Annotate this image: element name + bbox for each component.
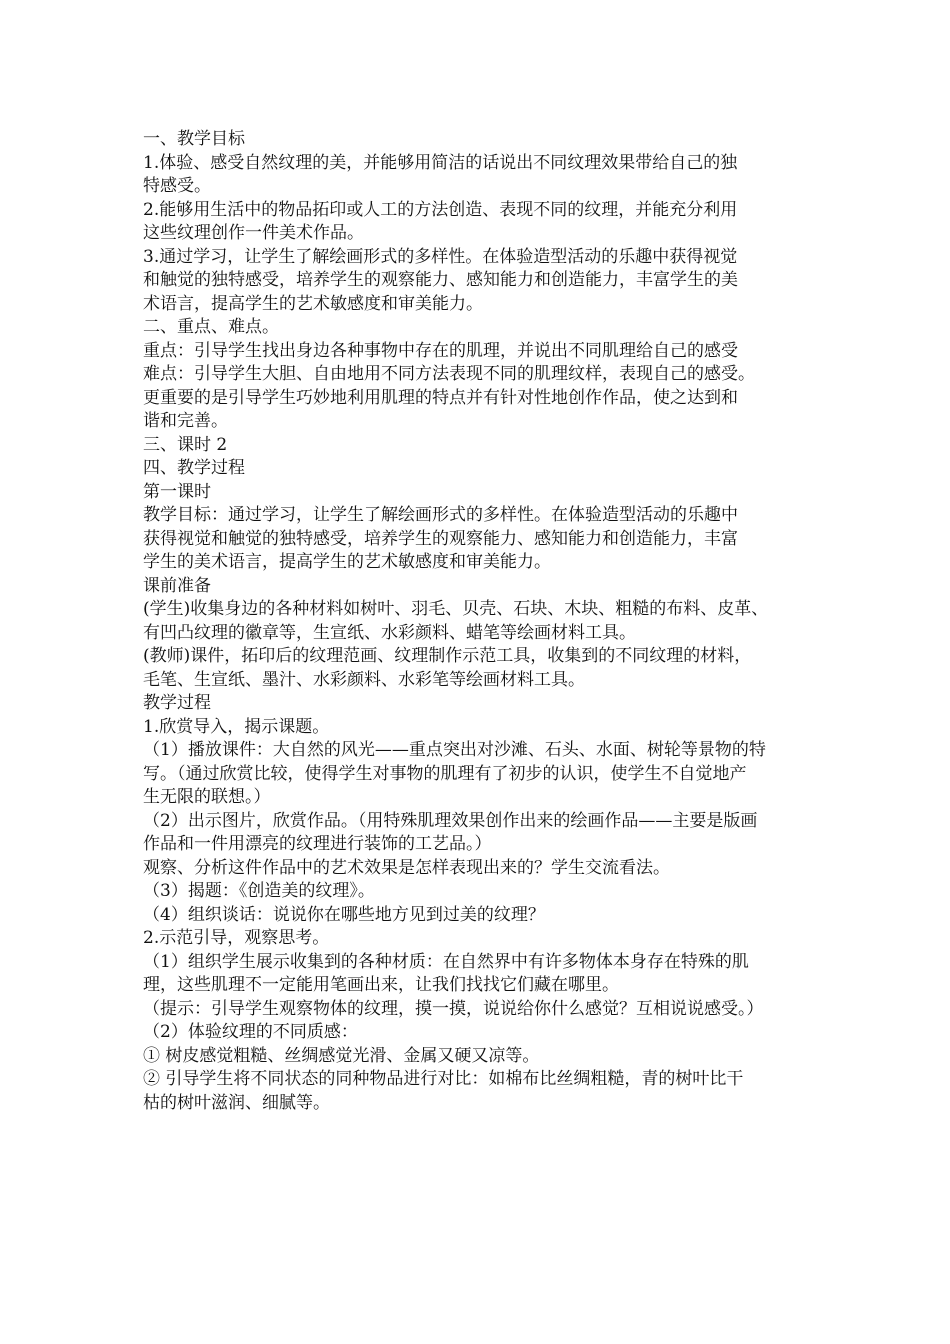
text-line: 第一课时: [143, 481, 211, 502]
document-body: [143, 128, 811, 1115]
text-line: ② 引导学生将不同状态的同种物品进行对比：如棉布比丝绸粗糙，青的树叶比干: [143, 1069, 744, 1089]
text-line: （3）揭题：《创造美的纹理》。: [143, 881, 375, 901]
text-line: 这些纹理创作一件美术作品。: [143, 223, 364, 243]
text-line: 1.体验、感受自然纹理的美，并能够用简洁的话说出不同纹理效果带给自己的独: [143, 152, 738, 173]
text-line: 作品和一件用漂亮的纹理进行装饰的工艺品。）: [143, 834, 492, 854]
text-line: 二、重点、难点。: [143, 317, 279, 337]
text-line: 特感受。: [143, 176, 211, 196]
text-line: 三、课时 2: [143, 434, 228, 455]
text-line: 1.欣赏导入，揭示课题。: [143, 716, 330, 737]
text-line: 谐和完善。: [143, 411, 228, 431]
text-line: 和触觉的独特感受，培养学生的观察能力、感知能力和创造能力，丰富学生的美: [143, 270, 738, 290]
text-line: 有凹凸纹理的徽章等，生宣纸、水彩颜料、蜡笔等绘画材料工具。: [143, 622, 636, 643]
text-line: 一、教学目标: [143, 129, 245, 149]
text-line: 毛笔、生宣纸、墨汁、水彩颜料、水彩笔等绘画材料工具。: [143, 669, 585, 690]
text-line: （2）出示图片，欣赏作品。（用特殊肌理效果创作出来的绘画作品——主要是版画: [143, 810, 758, 831]
text-line: （2）体验纹理的不同质感：: [143, 1022, 358, 1042]
text-line: 生无限的联想。）: [143, 787, 271, 807]
text-line: 学生的美术语言，提高学生的艺术敏感度和审美能力。: [143, 552, 551, 572]
text-line: (学生)收集身边的各种材料如树叶、羽毛、贝壳、石块、木块、粗糙的布料、皮革、: [143, 599, 769, 619]
text-line: 难点：引导学生大胆、自由地用不同方法表现不同的肌理纹样，表现自己的感受。: [143, 364, 755, 384]
text-line: 四、教学过程: [143, 458, 245, 478]
text-line: 理，这些肌理不一定能用笔画出来，让我们找找它们藏在哪里。: [143, 975, 619, 995]
text-line: 重点：引导学生找出身边各种事物中存在的肌理，并说出不同肌理给自己的感受: [143, 340, 738, 361]
text-line: 观察、分析这件作品中的艺术效果是怎样表现出来的？学生交流看法。: [143, 857, 670, 878]
text-line: 写。（通过欣赏比较，使得学生对事物的肌理有了初步的认识，使学生不自觉地产: [143, 763, 747, 784]
text-line: 2.能够用生活中的物品拓印或人工的方法创造、表现不同的纹理，并能充分利用: [143, 199, 738, 220]
text-line: (教师)课件，拓印后的纹理范画、纹理制作示范工具，收集到的不同纹理的材料，: [143, 646, 752, 666]
text-line: （1）组织学生展示收集到的各种材质：在自然界中有许多物体本身存在特殊的肌: [143, 951, 749, 972]
text-line: 教学过程: [143, 693, 211, 713]
text-line: 课前准备: [143, 575, 211, 596]
text-line: （4）组织谈话：说说你在哪些地方见到过美的纹理？: [143, 904, 545, 925]
text-line: 3.通过学习，让学生了解绘画形式的多样性。在体验造型活动的乐趣中获得视觉: [143, 246, 738, 267]
text-line: 获得视觉和触觉的独特感受，培养学生的观察能力、感知能力和创造能力，丰富: [143, 528, 738, 549]
text-line: （1）播放课件：大自然的风光——重点突出对沙滩、石头、水面、树轮等景物的特: [143, 740, 766, 760]
text-line: 术语言，提高学生的艺术敏感度和审美能力。: [143, 293, 483, 314]
text-line: （提示：引导学生观察物体的纹理，摸一摸，说说给你什么感觉？互相说说感受。）: [143, 998, 764, 1019]
text-line: ① 树皮感觉粗糙、丝绸感觉光滑、金属又硬又凉等。: [143, 1045, 540, 1066]
text-line: 更重要的是引导学生巧妙地利用肌理的特点并有针对性地创作作品，使之达到和: [143, 387, 738, 408]
text-line: 枯的树叶滋润、细腻等。: [143, 1092, 330, 1113]
text-line: 教学目标：通过学习，让学生了解绘画形式的多样性。在体验造型活动的乐趣中: [143, 505, 738, 525]
text-line: 2.示范引导，观察思考。: [143, 928, 330, 948]
